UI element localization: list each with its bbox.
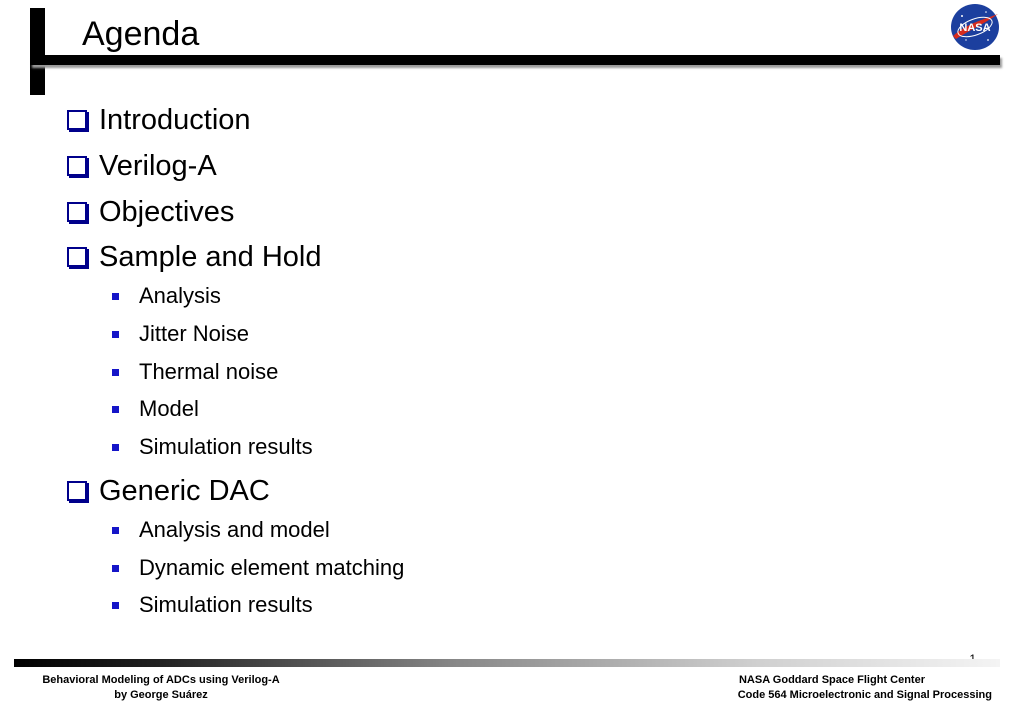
agenda-subitem [112,282,221,310]
agenda-item-verilog-a [67,149,217,183]
checkbox-bullet-icon [67,156,87,176]
footer-author: by George Suárez [114,689,208,701]
agenda-subitem-label: Analysis and model [139,517,330,542]
agenda-subitem [112,395,199,423]
agenda-subitem-label: Jitter Noise [139,321,250,346]
agenda-item-label: Introduction [99,104,251,136]
checkbox-bullet-icon [67,110,87,130]
agenda-subitem [112,433,313,461]
agenda-subitem-label: Dynamic element matching [139,555,405,580]
agenda-subitem-label: Simulation results [139,592,313,617]
agenda-subitem [112,554,404,582]
agenda-subitem-label: Analysis [139,283,221,308]
agenda-item-generic-dac [67,474,270,508]
square-bullet-icon [112,444,119,451]
checkbox-bullet-icon [67,247,87,267]
agenda-item-sample-and-hold [67,240,321,274]
agenda-subitem [112,516,330,544]
agenda-item-label: Sample and Hold [99,241,322,273]
square-bullet-icon [112,331,119,338]
square-bullet-icon [112,565,119,572]
checkbox-bullet-icon [67,481,87,501]
footer-organization: NASA Goddard Space Flight Center [738,674,925,686]
footer-division: Code 564 Microelectronic and Signal Processing [737,689,992,701]
agenda-item-label: Verilog-A [99,150,217,182]
checkbox-bullet-icon [67,202,87,222]
agenda-item-objectives [67,195,234,229]
nasa-logo-text: NASA [959,22,991,34]
square-bullet-icon [112,602,119,609]
footer-right [672,673,992,703]
slide-title: Agenda [82,15,200,53]
square-bullet-icon [112,527,119,534]
agenda-subitem [112,591,313,619]
footer-presentation-title: Behavioral Modeling of ADCs using Verilog-A [42,674,280,686]
agenda-item-introduction [67,103,251,137]
agenda-item-label: Generic DAC [99,475,270,507]
agenda-subitem [112,358,278,386]
square-bullet-icon [112,369,119,376]
agenda-subitem [112,320,249,348]
agenda-subitem-label: Simulation results [139,434,313,459]
agenda-subitem-label: Thermal noise [139,359,279,384]
agenda-item-label: Objectives [99,196,235,228]
footer-gradient-rule [14,659,1000,667]
square-bullet-icon [112,406,119,413]
square-bullet-icon [112,293,119,300]
agenda-subitem-label: Model [139,396,199,421]
footer-left [16,673,306,703]
